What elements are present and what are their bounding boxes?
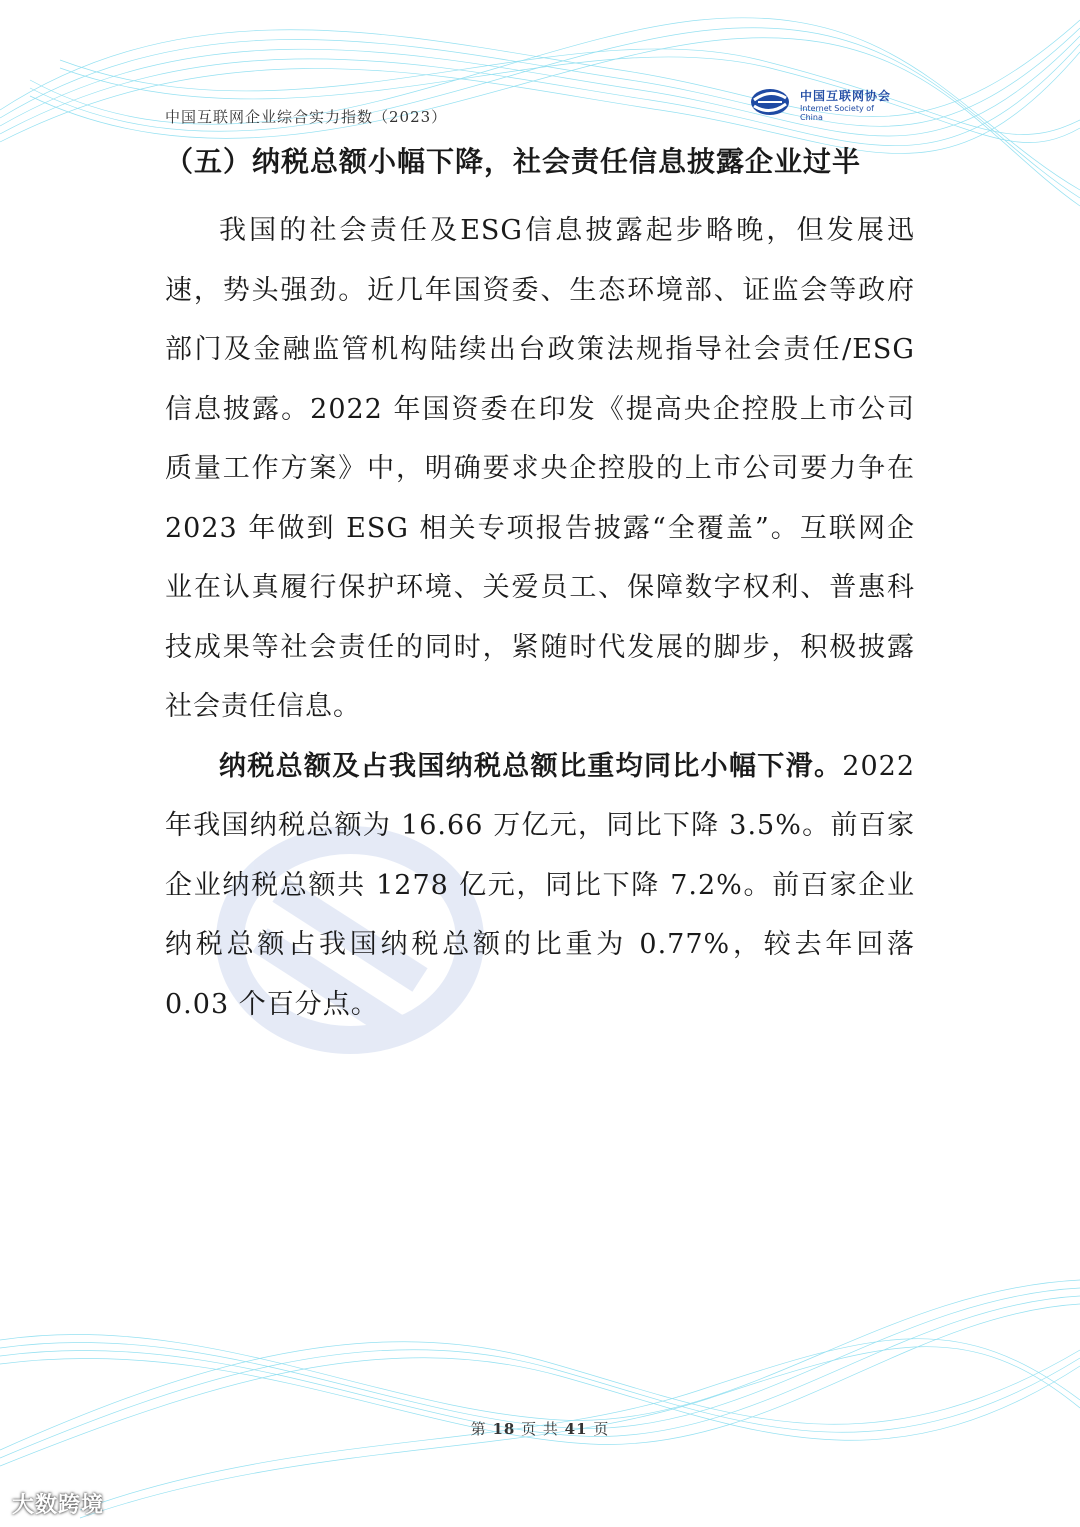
- paragraph-tax-total: [165, 737, 915, 1035]
- total-pages: 41: [564, 1420, 588, 1438]
- main-content: [165, 138, 915, 1034]
- paragraph-esg-disclosure: 我国的社会责任及ESG信息披露起步略晚，但发展迅速，势头强劲。近几年国资委、生态环境部、证监会等政府部门及金融监管机构陆续出台政策法规指导社会责任/ESG 信息披露。2022 年国资委在印发《提高央企控股上市公司质量工作方案》中，明确要求央企控股的上市公司要力争在 2023 年做到 ESG 相关专项报告披露“全覆盖”。互联网企业在认真履行保护环境、关爱员工、保障数字权利、普惠科技成果等社会责任的同时，紧随时代发展的脚步，积极披露社会责任信息。: [165, 215, 915, 722]
- logo-chinese-name: 中国互联网协会: [800, 89, 892, 103]
- bottom-wave-decoration: [0, 1250, 1080, 1527]
- isc-logo-icon: [748, 84, 792, 120]
- logo-english-name: Internet Society of China: [800, 104, 874, 122]
- page-suffix: 页: [593, 1420, 610, 1438]
- paragraph-tax-lead: 纳税总额及占我国纳税总额比重均同比小幅下滑。: [219, 750, 843, 782]
- section-heading: （五）纳税总额小幅下降，社会责任信息披露企业过半: [165, 145, 862, 178]
- brand-watermark-text: 大数跨境: [12, 1493, 105, 1518]
- isc-logo: [748, 84, 898, 120]
- page-number: [0, 1418, 1080, 1439]
- document-title: 中国互联网企业综合实力指数（2023）: [165, 108, 448, 126]
- page-middle: 页 共: [521, 1420, 559, 1438]
- page-prefix: 第: [470, 1420, 487, 1438]
- paragraph-tax-body: 2022年我国纳税总额为 16.66 万亿元，同比下降 3.5%。前百家企业纳税总额共 1278 亿元，同比下降 7.2%。前百家企业纳税总额占我国纳税总额的比重为 0.77%，较去年回落 0.03 个百分点。: [165, 750, 915, 1020]
- current-page: 18: [492, 1420, 516, 1438]
